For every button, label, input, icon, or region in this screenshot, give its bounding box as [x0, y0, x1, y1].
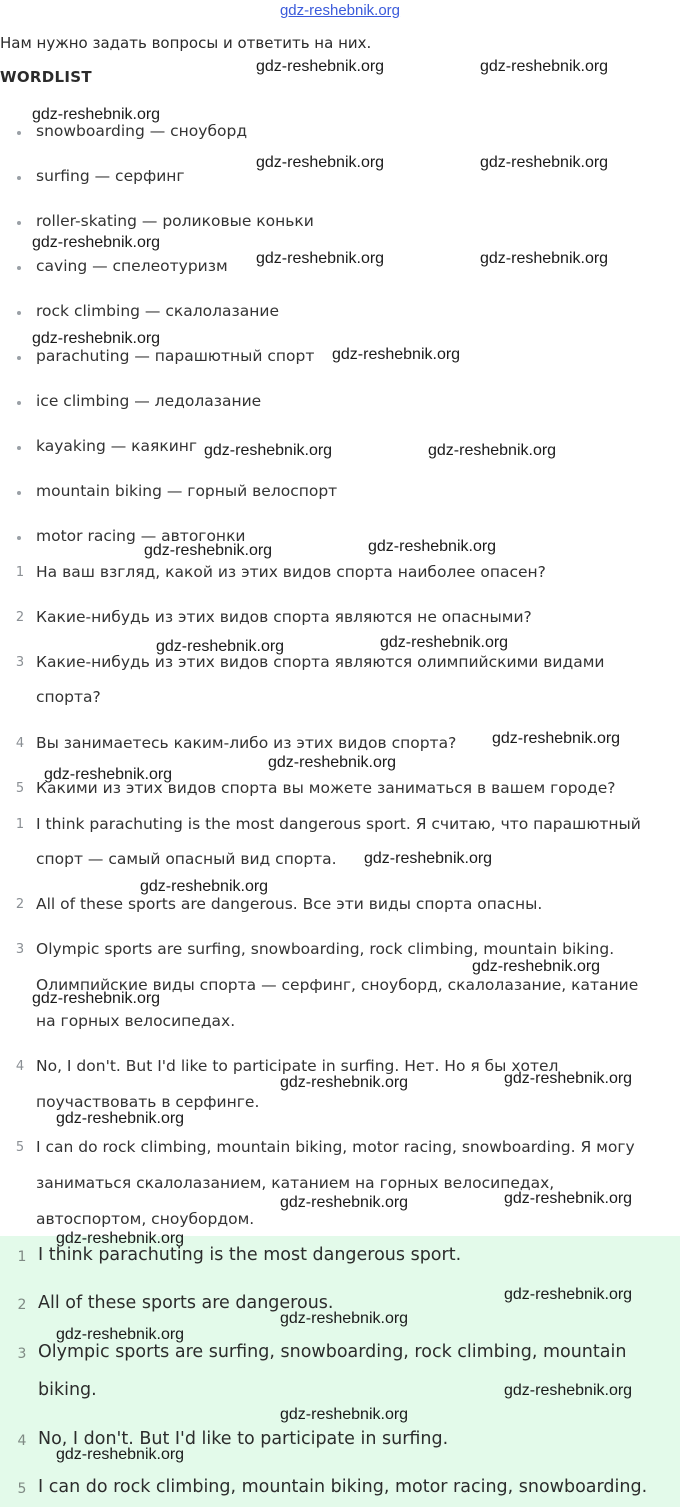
english-answer-text: I think parachuting is the most dangerous sport.: [38, 1245, 462, 1265]
bullet-icon: [17, 536, 21, 540]
watermark: gdz-reshebnik.org: [32, 234, 161, 251]
watermark: gdz-reshebnik.org: [280, 1406, 409, 1423]
wordlist-entry: mountain biking — горный велоспорт: [36, 482, 338, 500]
watermark: gdz-reshebnik.org: [504, 1286, 633, 1303]
watermark: gdz-reshebnik.org: [44, 766, 173, 783]
wordlist-heading: WORDLIST: [0, 68, 92, 86]
watermark: gdz-reshebnik.org: [32, 990, 161, 1007]
question-text: Вы занимаетесь каким-либо из этих видов спорта?: [36, 734, 457, 752]
question-number: 4: [15, 736, 25, 751]
site-link[interactable]: gdz-reshebnik.org: [279, 2, 401, 19]
answer-number: 3: [15, 942, 25, 957]
watermark: gdz-reshebnik.org: [56, 1230, 185, 1247]
bullet-icon: [17, 311, 21, 315]
english-answer-text: All of these sports are dangerous.: [38, 1293, 334, 1313]
answer-number: 4: [15, 1059, 25, 1074]
watermark: gdz-reshebnik.org: [480, 58, 609, 75]
wordlist-entry: motor racing — автогонки: [36, 527, 246, 545]
english-answer-text: biking.: [38, 1380, 97, 1400]
answer-text: Олимпийские виды спорта — серфинг, сноуборд, скалолазание, катание: [36, 976, 639, 994]
wordlist-entry: parachuting — парашютный спорт: [36, 347, 315, 365]
watermark: gdz-reshebnik.org: [492, 730, 621, 747]
english-answer-text: No, I don't. But I'd like to participate in surfing.: [38, 1429, 449, 1449]
watermark: gdz-reshebnik.org: [256, 154, 385, 171]
watermark: gdz-reshebnik.org: [56, 1326, 185, 1343]
answer-text: Olympic sports are surfing, snowboarding, rock climbing, mountain biking.: [36, 940, 615, 958]
bullet-icon: [17, 176, 21, 180]
english-answer-number: 1: [17, 1249, 27, 1265]
bullet-icon: [17, 356, 21, 360]
question-number: 1: [15, 565, 25, 580]
answer-text: I think parachuting is the most dangerous sport. Я считаю, что парашютный: [36, 815, 641, 833]
question-number: 2: [15, 610, 25, 625]
question-number: 5: [15, 781, 25, 796]
intro-text: Нам нужно задать вопросы и ответить на них.: [0, 34, 372, 52]
watermark: gdz-reshebnik.org: [504, 1190, 633, 1207]
wordlist-entry: rock climbing — скалолазание: [36, 302, 279, 320]
watermark: gdz-reshebnik.org: [332, 346, 461, 363]
watermark: gdz-reshebnik.org: [480, 250, 609, 267]
wordlist-entry: surfing — серфинг: [36, 167, 185, 185]
answer-text: All of these sports are dangerous. Все эти виды спорта опасны.: [36, 895, 543, 913]
watermark: gdz-reshebnik.org: [32, 330, 161, 347]
answer-number: 1: [15, 817, 25, 832]
english-answer-number: 4: [17, 1433, 27, 1449]
bullet-icon: [17, 446, 21, 450]
question-text: Какие-нибудь из этих видов спорта являются не опасными?: [36, 608, 532, 626]
watermark: gdz-reshebnik.org: [472, 958, 601, 975]
watermark: gdz-reshebnik.org: [268, 754, 397, 771]
answer-text: на горных велосипедах.: [36, 1012, 236, 1030]
answer-text: спорт — самый опасный вид спорта.: [36, 850, 337, 868]
watermark: gdz-reshebnik.org: [280, 1194, 409, 1211]
answer-number: 2: [15, 897, 25, 912]
question-text: спорта?: [36, 688, 101, 706]
wordlist-entry: caving — спелеотуризм: [36, 257, 228, 275]
watermark: gdz-reshebnik.org: [280, 1074, 409, 1091]
watermark: gdz-reshebnik.org: [156, 638, 285, 655]
english-answer-text: I can do rock climbing, mountain biking, motor racing, snowboarding.: [38, 1477, 648, 1497]
watermark: gdz-reshebnik.org: [504, 1070, 633, 1087]
question-text: Какими из этих видов спорта вы можете заниматься в вашем городе?: [36, 779, 616, 797]
watermark: gdz-reshebnik.org: [56, 1110, 185, 1127]
watermark: gdz-reshebnik.org: [256, 58, 385, 75]
watermark: gdz-reshebnik.org: [56, 1446, 185, 1463]
wordlist-entry: snowboarding — сноуборд: [36, 122, 248, 140]
question-number: 3: [15, 655, 25, 670]
english-answer-text: Olympic sports are surfing, snowboarding, rock climbing, mountain: [38, 1342, 627, 1362]
wordlist-entry: roller-skating — роликовые коньки: [36, 212, 314, 230]
watermark: gdz-reshebnik.org: [380, 634, 509, 651]
wordlist-entry: kayaking — каякинг: [36, 437, 198, 455]
bullet-icon: [17, 131, 21, 135]
watermark: gdz-reshebnik.org: [204, 442, 333, 459]
question-text: Какие-нибудь из этих видов спорта являются олимпийскими видами: [36, 653, 605, 671]
watermark: gdz-reshebnik.org: [504, 1382, 633, 1399]
answer-text: I can do rock climbing, mountain biking, motor racing, snowboarding. Я могу: [36, 1138, 635, 1156]
watermark: gdz-reshebnik.org: [256, 250, 385, 267]
bullet-icon: [17, 491, 21, 495]
bullet-icon: [17, 221, 21, 225]
answer-text: автоспортом, сноубордом.: [36, 1210, 255, 1228]
answer-text: поучаствовать в серфинге.: [36, 1093, 260, 1111]
answer-number: 5: [15, 1140, 25, 1155]
watermark: gdz-reshebnik.org: [480, 154, 609, 171]
wordlist-entry: ice climbing — ледолазание: [36, 392, 262, 410]
watermark: gdz-reshebnik.org: [428, 442, 557, 459]
english-answer-number: 3: [17, 1346, 27, 1362]
question-text: На ваш взгляд, какой из этих видов спорта наиболее опасен?: [36, 563, 546, 581]
bullet-icon: [17, 266, 21, 270]
watermark: gdz-reshebnik.org: [280, 1310, 409, 1327]
watermark: gdz-reshebnik.org: [364, 850, 493, 867]
english-answer-number: 5: [17, 1481, 27, 1497]
answer-text: заниматься скалолазанием, катанием на горных велосипедах,: [36, 1174, 555, 1192]
english-answers-box: [0, 1236, 680, 1507]
watermark: gdz-reshebnik.org: [140, 878, 269, 895]
english-answer-number: 2: [17, 1297, 27, 1313]
bullet-icon: [17, 401, 21, 405]
answer-text: No, I don't. But I'd like to participate in surfing. Нет. Но я бы хотел: [36, 1057, 559, 1075]
watermark: gdz-reshebnik.org: [144, 542, 273, 559]
watermark: gdz-reshebnik.org: [368, 538, 497, 555]
watermark: gdz-reshebnik.org: [32, 106, 161, 123]
